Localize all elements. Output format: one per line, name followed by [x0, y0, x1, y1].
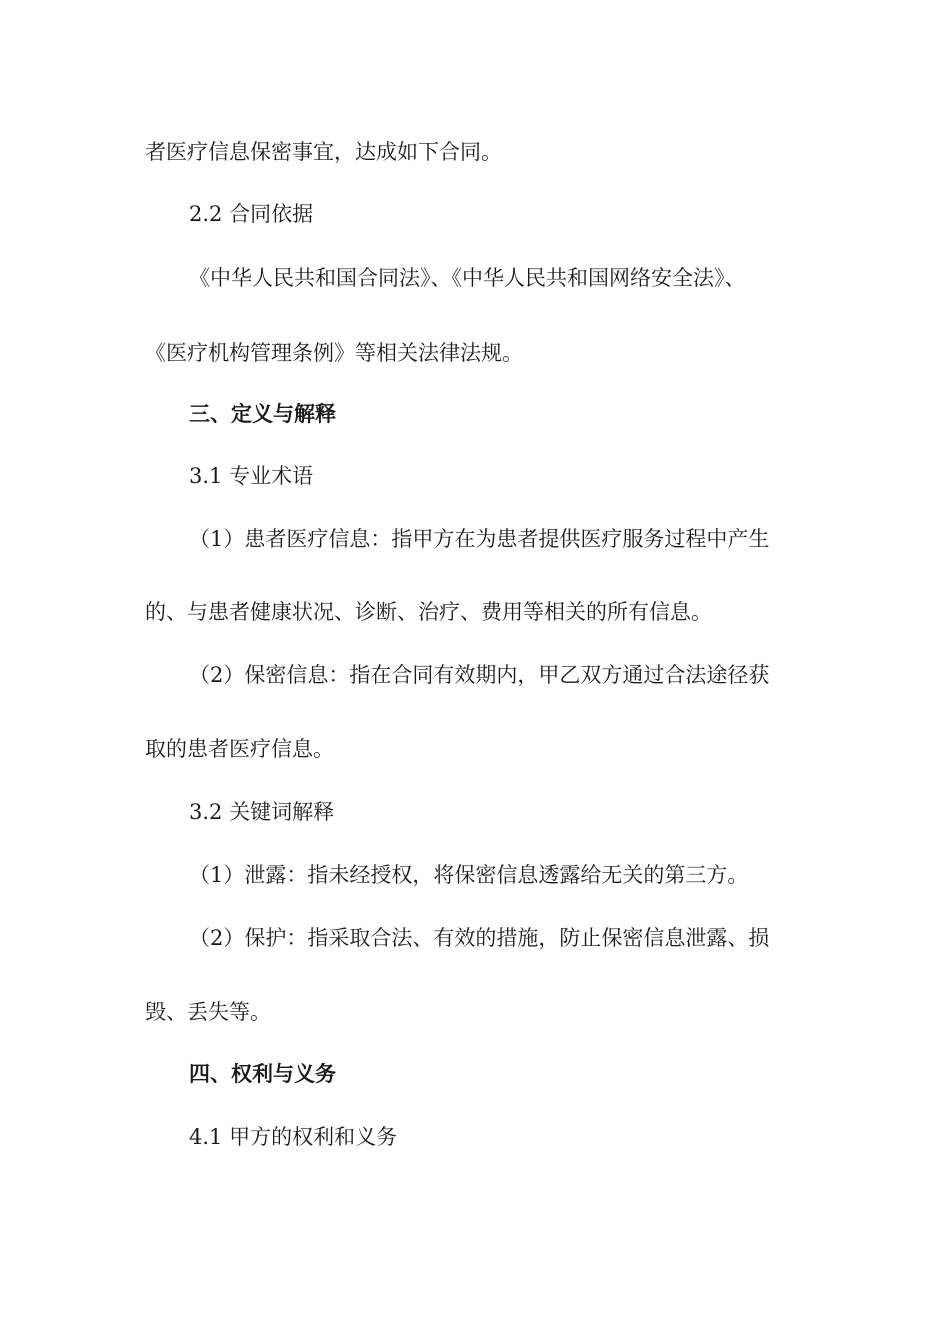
section-heading: 四、权利与义务 [189, 1061, 336, 1086]
paragraph-line: （2）保密信息：指在合同有效期内，甲乙双方通过合法途径获 [189, 663, 770, 687]
paragraph-line: （1）泄露：指未经授权，将保密信息透露给无关的第三方。 [189, 863, 749, 887]
paragraph-line: 毁、丢失等。 [145, 1000, 271, 1024]
subsection-heading: 3.1 专业术语 [189, 464, 314, 488]
paragraph-line: （1）患者医疗信息：指甲方在为患者提供医疗服务过程中产生 [189, 527, 770, 551]
paragraph-line: 《中华人民共和国合同法》、《中华人民共和国网络安全法》、 [189, 266, 746, 290]
subsection-heading: 4.1 甲方的权利和义务 [189, 1125, 398, 1149]
paragraph-line: 《医疗机构管理条例》等相关法律法规。 [145, 341, 523, 365]
subsection-heading: 3.2 关键词解释 [189, 800, 335, 824]
subsection-heading: 2.2 合同依据 [189, 202, 314, 226]
section-heading: 三、定义与解释 [189, 401, 336, 426]
paragraph-line: 的、与患者健康状况、诊断、治疗、费用等相关的所有信息。 [145, 600, 712, 624]
paragraph-line: 取的患者医疗信息。 [145, 737, 334, 761]
paragraph-line: 者医疗信息保密事宜，达成如下合同。 [145, 140, 502, 164]
paragraph-line: （2）保护：指采取合法、有效的措施，防止保密信息泄露、损 [189, 926, 770, 950]
